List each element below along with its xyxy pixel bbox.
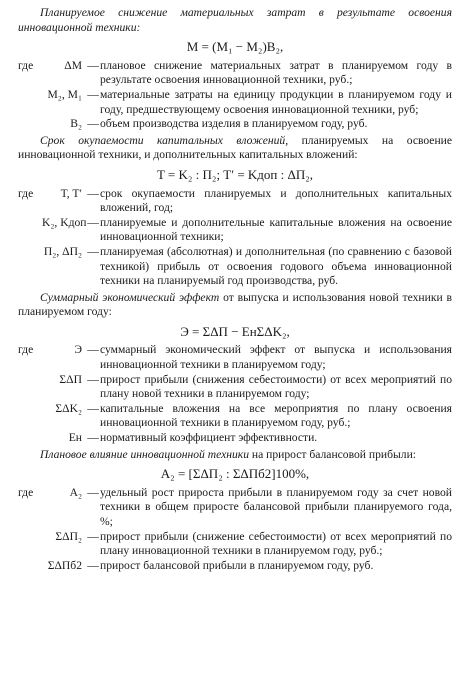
definition-dash: —	[87, 87, 99, 101]
definition-text: объем производства изделия в планируемом году, руб.	[100, 117, 368, 131]
definition-row	[18, 402, 452, 431]
definition-row	[18, 343, 452, 372]
definition-row	[18, 530, 452, 559]
definition-symbol: ΣΔK₂	[55, 401, 82, 415]
definition-dash: —	[87, 401, 99, 415]
definition-dash: —	[87, 558, 99, 572]
sec3-intro-italic: Суммарный экономический эффект	[40, 290, 220, 304]
sec1-intro	[18, 6, 452, 35]
sec2-intro	[18, 134, 452, 163]
definition-dash: —	[87, 244, 99, 258]
definition-row	[18, 117, 452, 132]
definition-dash: —	[87, 343, 99, 357]
definition-row	[18, 245, 452, 289]
definition-row	[18, 59, 452, 88]
definition-symbol: Э	[74, 343, 82, 357]
definition-row	[18, 88, 452, 117]
sec4-formula: A₂ = [ΣΔП₂ : ΣΔПб2]100%,	[160, 466, 310, 482]
definition-symbol: T, T′	[60, 186, 82, 200]
definition-dash: —	[87, 372, 99, 386]
definition-row	[18, 216, 452, 245]
sec2-definitions	[18, 187, 452, 289]
where-label: где	[18, 186, 34, 200]
definition-dash: —	[87, 431, 99, 445]
definition-row	[18, 373, 452, 402]
definition-symbol: ΣΔПб2	[47, 558, 82, 572]
definition-text: плановое снижение материальных затрат в планируемом году в результате освоения инновационной техники, руб.;	[100, 58, 452, 87]
definition-symbol: ΣΔП₂	[55, 529, 82, 543]
definition-row	[18, 187, 452, 216]
sec4-intro	[18, 448, 452, 463]
definition-text: прирост прибыли (снижение себестоимости) от всех мероприятий по плану инновационной техники в планируемом году, руб.;	[100, 529, 452, 558]
definition-row	[18, 559, 452, 574]
definition-symbol: K₂, Kдоп	[42, 215, 87, 229]
definition-row	[18, 431, 452, 446]
definition-symbol: B₂	[70, 117, 82, 131]
definition-symbol: M₂, M₁	[47, 87, 82, 101]
definition-text: срок окупаемости планируемых и дополнительных капитальных вложений, год;	[100, 186, 452, 215]
definition-dash: —	[87, 186, 99, 200]
definition-dash: —	[87, 58, 99, 72]
definition-dash: —	[87, 117, 99, 131]
definition-dash: —	[87, 215, 99, 229]
definition-dash: —	[87, 529, 99, 543]
definition-symbol: П₂, ΔП₂	[43, 244, 82, 258]
sec3-intro	[18, 291, 452, 320]
definition-symbol: Eн	[68, 431, 82, 445]
sec1-formula: M = (M₁ − M₂)B₂,	[186, 39, 284, 55]
sec2-intro-rest: планируемых на освоение инновационной техники, и дополнительных капитальных вложений:	[18, 133, 453, 162]
sec4-definitions	[18, 486, 452, 574]
definition-text: планируемые и дополнительные капитальные вложения на освоение инновационной техники;	[100, 215, 452, 244]
sec1-definitions	[18, 59, 452, 132]
definition-text: прирост балансовой прибыли в планируемом году, руб.	[100, 558, 374, 572]
definition-symbol: ΣΔП	[59, 372, 82, 386]
sec4-intro-rest: на прирост балансовой прибыли:	[249, 447, 417, 461]
definition-text: прирост прибыли (снижения себестоимости) от всех мероприятий по плану новой техники в планируемом году;	[100, 372, 452, 401]
where-label: где	[18, 58, 34, 72]
definition-text: планируемая (абсолютная) и дополнительная (по сравнению с базовой техникой) прибыль от освоения годового объема инновационной техники на планируемый год производства, руб.	[100, 244, 452, 288]
definition-text: материальные затраты на единицу продукции в планируемом году и году, предшествующему освоения инновационной техники, руб;	[100, 87, 452, 116]
sec3-definitions	[18, 343, 452, 445]
where-label: где	[18, 343, 34, 357]
sec1-intro-text: Планируемое снижение материальных затрат в результате освоения инновационной техники:	[18, 6, 452, 34]
definition-text: нормативный коэффициент эффективности.	[100, 431, 318, 445]
where-label: где	[18, 485, 34, 499]
sec2-formula: T = K₂ : П₂; T′ = Kдоп : ΔП₂,	[156, 166, 314, 182]
definition-text: удельный рост прироста прибыли в планируемом году за счет новой техники в общем приросте балансовой прибыли планируемого года, %;	[100, 485, 452, 528]
definition-text: суммарный экономический эффект от выпуска и использования инновационной техники в планируемом году;	[100, 343, 452, 372]
definition-row	[18, 486, 452, 530]
definition-symbol: A₂	[69, 485, 82, 499]
sec4-intro-italic: Плановое влияние инновационной техники	[40, 447, 250, 461]
definition-dash: —	[87, 485, 99, 499]
definition-text: капитальные вложения на все мероприятия по плану освоения инновационной техники в планируемом году, руб.;	[100, 401, 452, 430]
definition-symbol: ΔM	[64, 58, 82, 72]
sec3-intro-rest: от выпуска и использования новой техники в планируемом году:	[18, 290, 452, 319]
sec3-formula: Э = ΣΔП − EнΣΔK₂,	[180, 323, 290, 339]
sec2-intro-italic: Срок окупаемости капитальных вложений,	[40, 133, 289, 147]
